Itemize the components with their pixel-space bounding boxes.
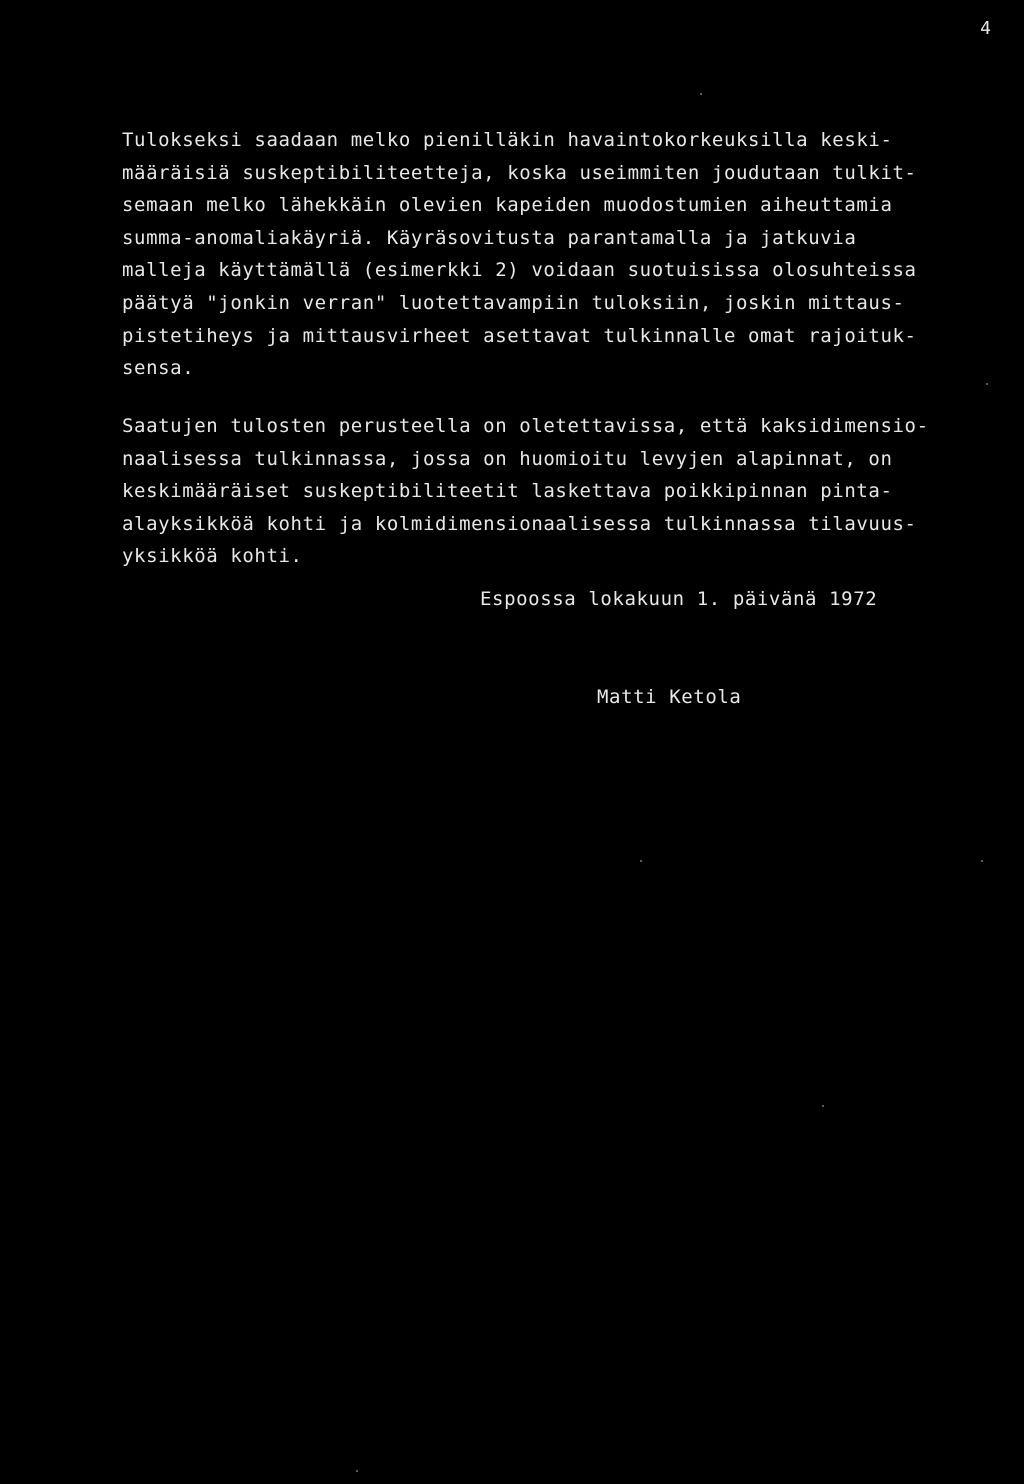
scan-speck bbox=[822, 1105, 824, 1107]
scan-speck bbox=[640, 860, 642, 862]
page-number: 4 bbox=[980, 18, 992, 39]
text-line: määräisiä suskeptibiliteetteja, koska useimmiten joudutaan tulkit- bbox=[122, 161, 917, 184]
scan-speck bbox=[981, 860, 983, 862]
text-line: Saatujen tulosten perusteella on oletettavissa, että kaksidimensio- bbox=[122, 415, 929, 437]
text-line: alayksikköä kohti ja kolmidimensionaalisessa tulkinnassa tilavuus- bbox=[122, 512, 917, 535]
signature: Matti Ketola bbox=[597, 686, 742, 708]
text-line: keskimääräiset suskeptibiliteetit laskettava poikkipinnan pinta- bbox=[122, 480, 893, 503]
scan-speck bbox=[986, 383, 988, 385]
text-line: sensa. bbox=[122, 357, 195, 380]
text-line: semaan melko lähekkäin olevien kapeiden muodostumien aiheuttamia bbox=[122, 194, 893, 217]
text-line: malleja käyttämällä (esimerkki 2) voidaan suotuisissa olosuhteissa bbox=[122, 259, 917, 282]
text-line: päätyä "jonkin verran" luotettavampiin tuloksiin, joskin mittaus- bbox=[122, 291, 905, 314]
place-date: Espoossa lokakuun 1. päivänä 1972 bbox=[480, 588, 878, 610]
paragraph-1 bbox=[122, 124, 1002, 385]
paragraph-2 bbox=[122, 410, 1002, 573]
text-line: pistetiheys ja mittausvirheet asettavat tulkinnalle omat rajoituk- bbox=[122, 324, 917, 347]
text-line: yksikköä kohti. bbox=[122, 545, 303, 568]
text-line: naalisessa tulkinnassa, jossa on huomioitu levyjen alapinnat, on bbox=[122, 447, 893, 470]
scan-speck bbox=[700, 93, 702, 95]
scan-speck bbox=[356, 1470, 358, 1472]
text-line: Tulokseksi saadaan melko pienilläkin havaintokorkeuksilla keski- bbox=[122, 129, 893, 151]
text-line: summa-anomaliakäyriä. Käyräsovitusta parantamalla ja jatkuvia bbox=[122, 226, 857, 249]
